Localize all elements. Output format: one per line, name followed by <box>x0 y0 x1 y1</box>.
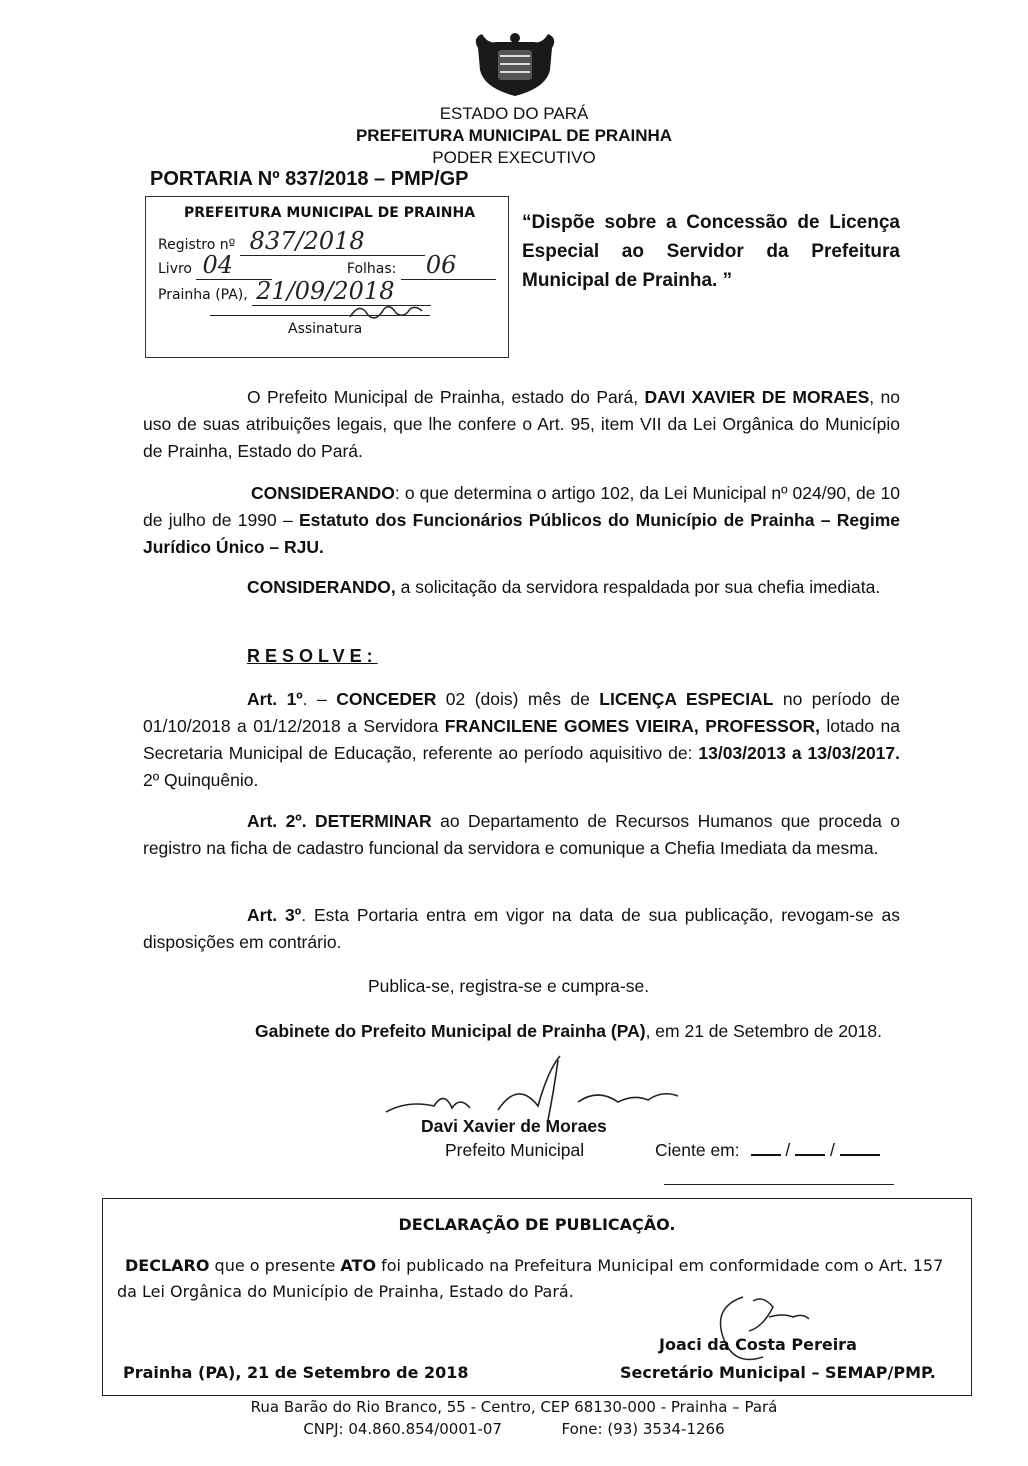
assinatura-label: Assinatura <box>288 321 363 337</box>
art2-text: ao Departamento de Recursos Humanos que proceda o registro na ficha de cadastro funcional da servidora e comunique a Chefia Imediata da mesma. <box>143 811 900 858</box>
mayor-name-signature: Davi Xavier de Moraes <box>421 1116 607 1136</box>
mayor-role: Prefeito Municipal <box>445 1140 585 1160</box>
declaration-box <box>102 1198 972 1396</box>
gabinete-place: Gabinete do Prefeito Municipal de Prainha (PA) <box>255 1021 646 1041</box>
declaration-text <box>117 1253 959 1305</box>
art1-verb: CONCEDER <box>336 689 437 709</box>
art1-text-e: no período de 01/10/2018 a 01/12/2018 a Servidora <box>143 689 900 736</box>
art1-sep: . – <box>302 689 337 709</box>
registry-title: PREFEITURA MUNICIPAL DE PRAINHA <box>184 205 476 221</box>
article-1 <box>143 686 900 794</box>
p2-text: : o que determina o artigo 102, da Lei Municipal nº 024/90, de 10 de julho de 1990 – <box>143 483 900 530</box>
art1-label: Art. 1º <box>247 689 303 709</box>
registry-signature-scribble <box>346 299 426 323</box>
ciente-signature-line <box>664 1184 894 1185</box>
p1-text-c: , no uso de suas atribuições legais, que lhe confere o Art. 95, item VII da Lei Orgânica do Município de Prainha, Estado do Pará. <box>143 387 900 461</box>
footer-address: Rua Barão do Rio Branco, 55 - Centro, CEP 68130-000 - Prainha – Pará <box>250 1398 778 1416</box>
p2-statute: Estatuto dos Funcionários Públicos do Município de Prainha – Regime Jurídico Único – RJU. <box>143 510 900 557</box>
registry-stamp <box>145 196 509 358</box>
article-3 <box>143 902 900 956</box>
p3-text: a solicitação da servidora respaldada por sua chefia imediata. <box>395 577 881 597</box>
folhas-label: Folhas: <box>346 261 397 277</box>
art1-text-i: 2º Quinquênio. <box>143 770 259 790</box>
considerando-1 <box>143 480 900 561</box>
secretary-role: Secretário Municipal – SEMAP/PMP. <box>620 1363 936 1382</box>
gabinete-line <box>143 1018 900 1045</box>
livro-value: 04 <box>196 251 272 280</box>
ciente-label: Ciente em: <box>655 1140 740 1160</box>
secretary-name: Joaci da Costa Pereira <box>659 1335 857 1354</box>
art1-text-c: 02 (dois) mês de <box>436 689 600 709</box>
art1-employee: FRANCILENE GOMES VIEIRA, PROFESSOR, <box>444 716 820 736</box>
registro-value: 837/2018 <box>240 227 425 256</box>
folhas-value: 06 <box>401 251 496 280</box>
p1-text-a: O Prefeito Municipal de Prainha, estado do Pará, <box>247 387 645 407</box>
coat-of-arms-icon <box>470 30 560 98</box>
art2-verb: DETERMINAR <box>315 811 432 831</box>
registro-label: Registro nº <box>158 237 236 253</box>
art3-label: Art. 3º <box>247 905 302 925</box>
art3-text: . Esta Portaria entra em vigor na data de sua publicação, revogam-se as disposições em contrário. <box>143 905 901 952</box>
portaria-number: PORTARIA Nº 837/2018 – PMP/GP <box>150 168 469 190</box>
article-2 <box>143 808 900 862</box>
local-label: Prainha (PA), <box>158 287 248 303</box>
considerando-2 <box>143 574 900 601</box>
footer-phone: Fone: (93) 3534-1266 <box>561 1420 725 1438</box>
registry-date: 21/09/2018 <box>252 277 431 306</box>
declaration-title: DECLARAÇÃO DE PUBLICAÇÃO. <box>398 1215 676 1234</box>
art2-label: Art. 2º. <box>247 811 307 831</box>
mayor-name: DAVI XAVIER DE MORAES <box>644 387 870 407</box>
gabinete-date: , em 21 de Setembro de 2018. <box>645 1021 882 1041</box>
livro-label: Livro <box>158 261 192 277</box>
header-municipality: PREFEITURA MUNICIPAL DE PRAINHA <box>355 126 673 145</box>
ciente-field: Ciente em: / / <box>655 1140 880 1161</box>
preamble-paragraph <box>143 384 900 465</box>
art1-text-g: lotado na Secretaria Municipal de Educação, referente ao período aquisitivo de: <box>143 716 900 763</box>
publica-line: Publica-se, registra-se e cumpra-se. <box>368 976 650 996</box>
declaration-date: Prainha (PA), 21 de Setembro de 2018 <box>123 1363 469 1382</box>
decl-text-d: foi publicado na Prefeitura Municipal em conformidade com o Art. 157 da Lei Orgânica do Município de Prainha, Estado do Pará. <box>117 1256 944 1301</box>
p2-label: CONSIDERANDO <box>251 483 395 503</box>
art1-period: 13/03/2013 a 13/03/2017. <box>698 743 901 763</box>
header-state: ESTADO DO PARÁ <box>439 104 589 123</box>
declaro-word: DECLARO <box>125 1256 210 1275</box>
art2-sep <box>307 811 315 831</box>
header-branch: PODER EXECUTIVO <box>432 148 596 167</box>
decl-text-b: que o presente <box>209 1256 341 1275</box>
p3-label: CONSIDERANDO, <box>247 577 396 597</box>
ementa: “Dispõe sobre a Concessão de Licença Especial ao Servidor da Prefeitura Municipal de Prainha. ” <box>522 212 900 291</box>
footer-cnpj: CNPJ: 04.860.854/0001-07 <box>303 1420 502 1438</box>
art1-leave-type: LICENÇA ESPECIAL <box>599 689 774 709</box>
ato-word: ATO <box>340 1256 377 1275</box>
resolve-heading: RESOLVE: <box>247 646 378 666</box>
footer-contacts <box>0 1420 1028 1438</box>
